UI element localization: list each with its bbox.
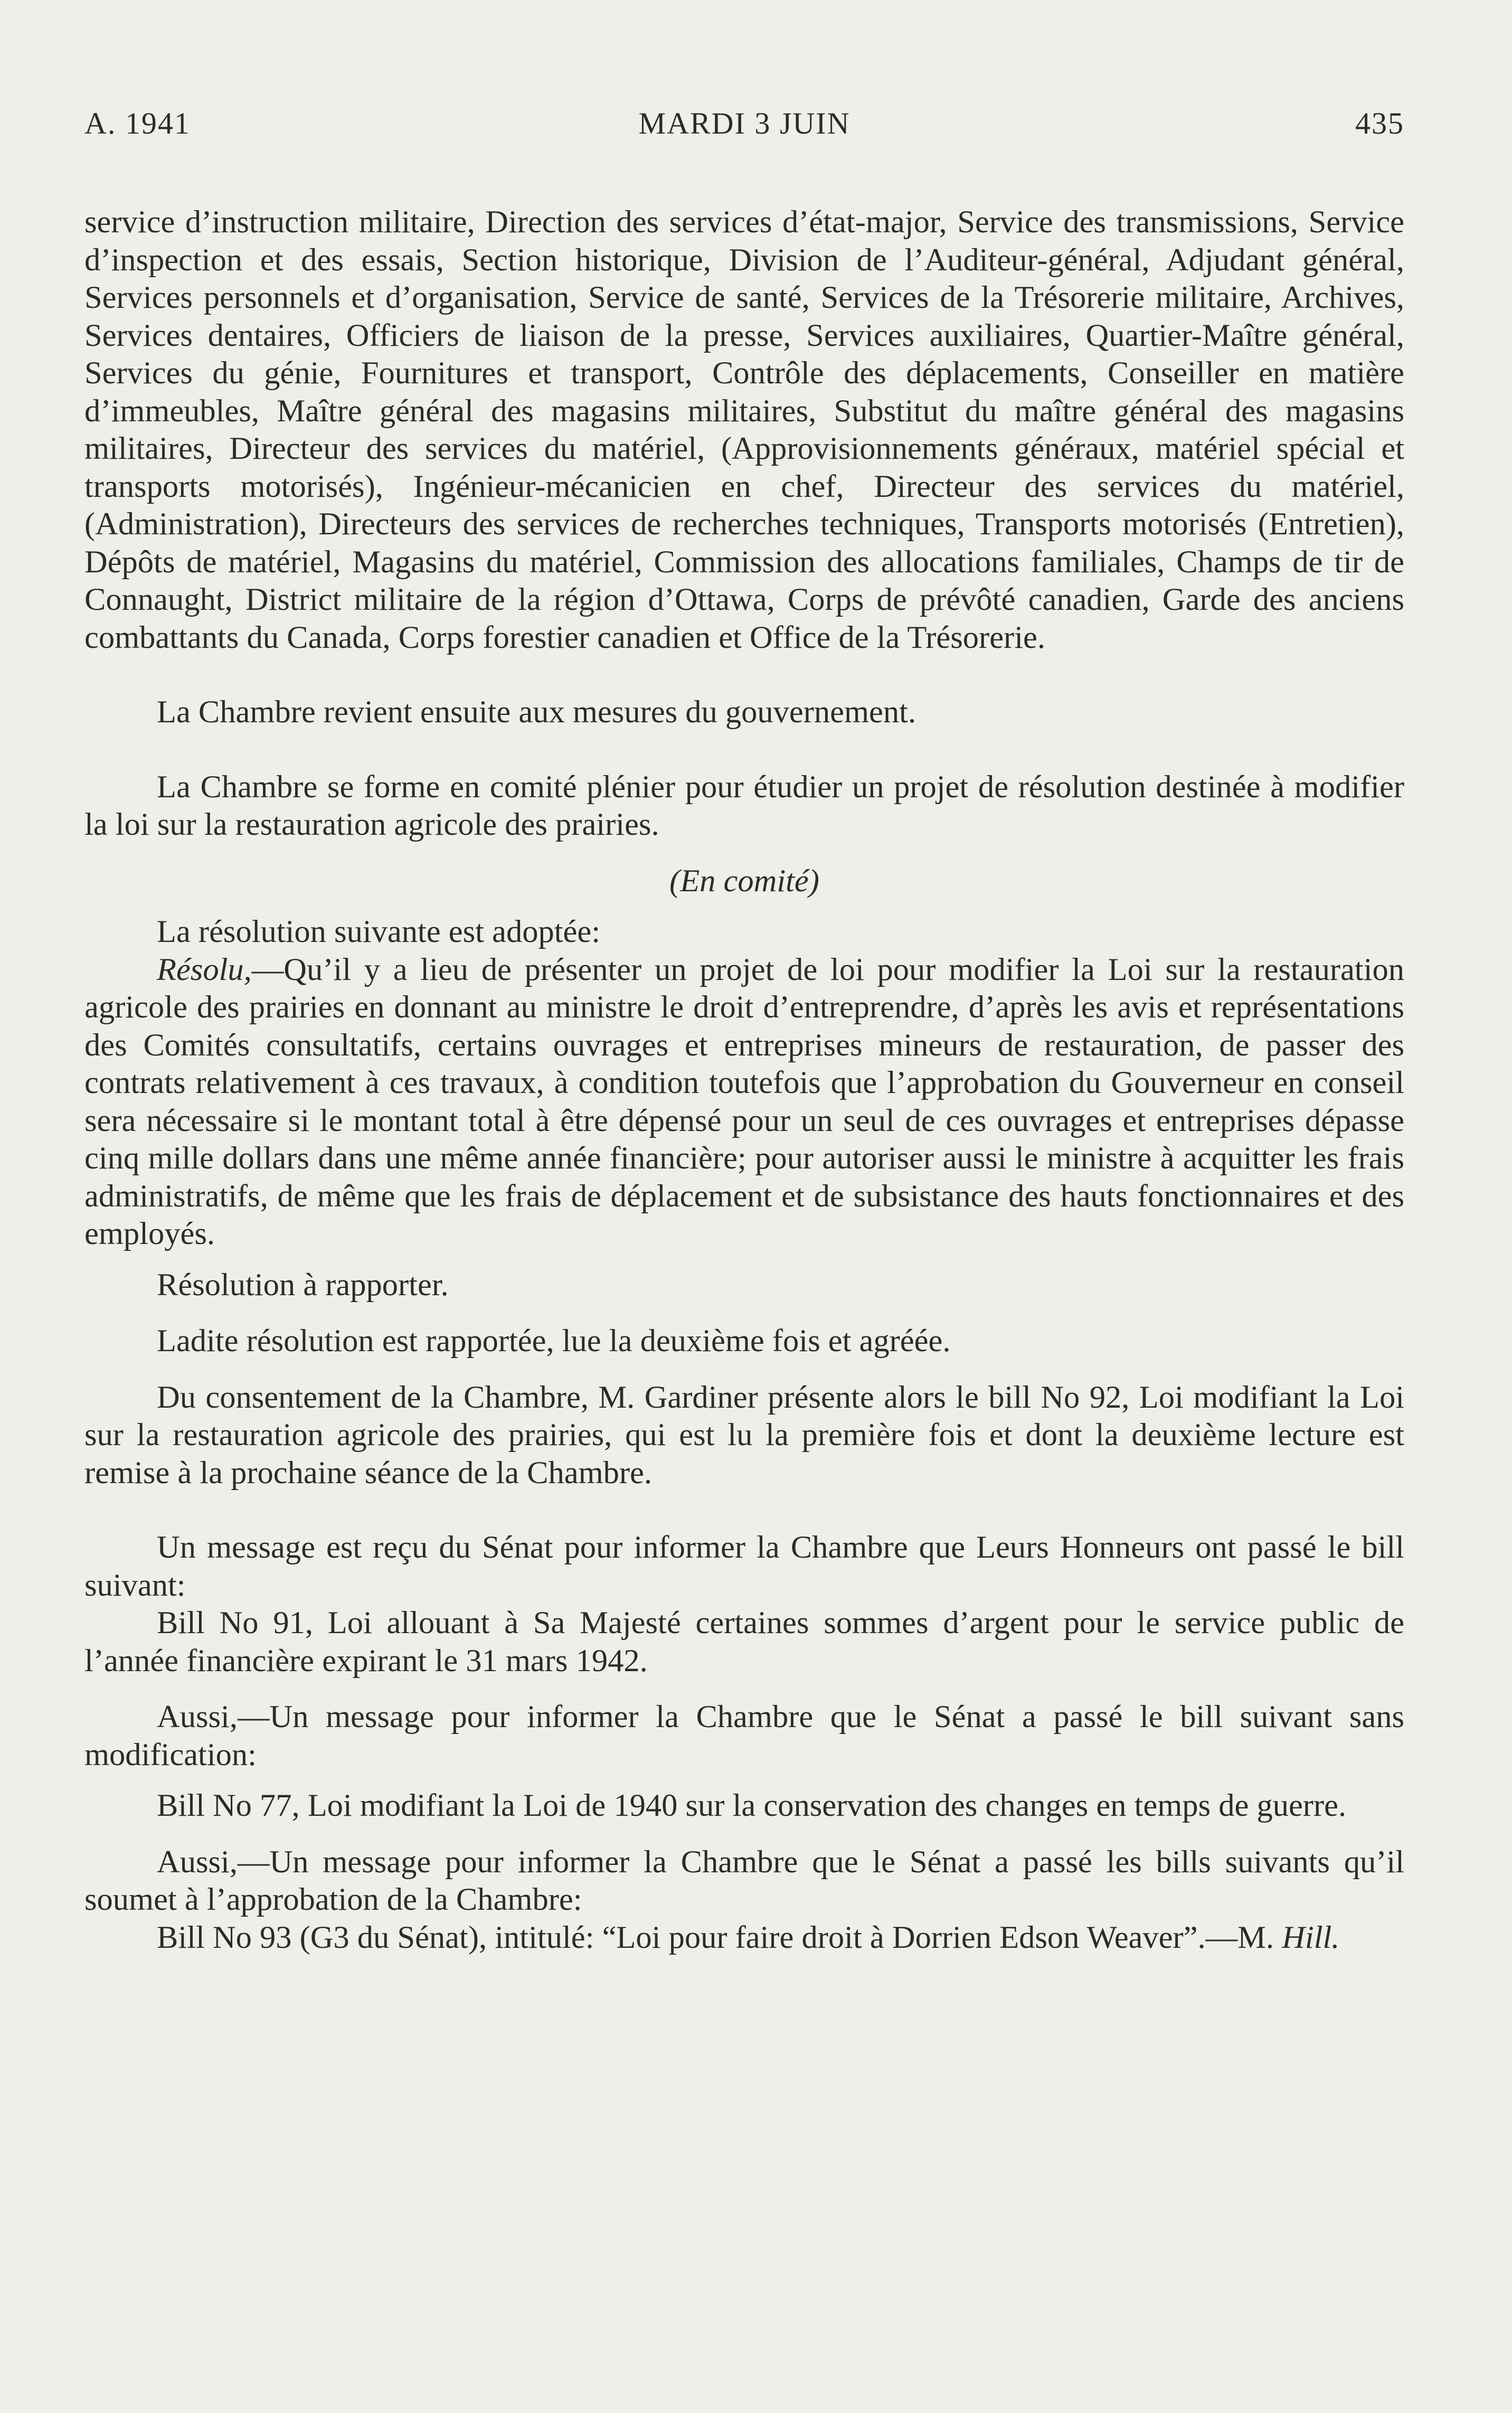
member-name: Hill.	[1282, 1919, 1340, 1955]
paragraph-bill-77: Bill No 77, Loi modifiant la Loi de 1940 sur la conservation des changes en temps de guerre.	[157, 1788, 1347, 1823]
committee-heading	[84, 862, 1404, 900]
header-year: A. 1941	[84, 106, 191, 140]
resolution-label: Résolu,	[157, 951, 252, 987]
header-date: MARDI 3 JUIN	[638, 106, 850, 140]
paragraph-government-measures: La Chambre revient ensuite aux mesures du gouvernement.	[157, 694, 916, 730]
bill-93-text: Bill No 93 (G3 du Sénat), intitulé: “Loi pour faire droit à Dorrien Edson Weaver”.—M.	[157, 1919, 1282, 1955]
running-header	[84, 106, 1404, 153]
paragraph-bill-93	[84, 1919, 1404, 1957]
paragraph-bill-91: Bill No 91, Loi allouant à Sa Majesté certaines sommes d’argent pour le service public de l’année financière expirant le 31 mars 1942.	[84, 1605, 1404, 1679]
document-page	[84, 106, 1404, 1956]
committee-heading-text: (En comité)	[669, 863, 819, 899]
paragraph-resolution-text	[84, 951, 1404, 1253]
page-number: 435	[1355, 106, 1404, 140]
paragraph-services-list: service d’instruction militaire, Direction des services d’état-major, Service des transmissions, Service d’inspection et des essais, Section historique, Division de l’Auditeur-général, Adjudant général, Services personnels et d’organisation, Service de santé, Services de la Trésorerie militaire, Archives, Services dentaires, Officiers de liaison de la presse, Services auxiliaires, Quartier-Maître général, Services du génie, Fournitures et transport, Contrôle des déplacements, Conseiller en matière d’immeubles, Maître général des magasins militaires, Substitut du maître général des magasins militaires, Directeur des services du matériel, (Approvisionnements généraux, matériel spécial et transports motorisés), Ingénieur-mécanicien en chef, Directeur des services du matériel, (Administration), Directeurs des services de recherches techniques, Transports motorisés (Entretien), Dépôts de matériel, Magasins du matériel, Commission des allocations familiales, Champs de tir de Connaught, District militaire de la région d’Ottawa, Corps de prévôté canadien, Garde des anciens combattants du Canada, Corps forestier canadien et Office de la Trésorerie.	[84, 204, 1404, 655]
paragraph-senate-message: Un message est reçu du Sénat pour informer la Chambre que Leurs Honneurs ont passé le bill suivant:	[84, 1530, 1404, 1603]
paragraph-resolution-agreed: Ladite résolution est rapportée, lue la deuxième fois et agréée.	[157, 1323, 951, 1359]
document-body	[84, 203, 1404, 1956]
paragraph-resolution-report: Résolution à rapporter.	[157, 1267, 449, 1303]
paragraph-bill-92: Du consentement de la Chambre, M. Gardiner présente alors le bill No 92, Loi modifiant la Loi sur la restauration agricole des prairies, qui est lu la première fois et dont la deuxième lecture est remise à la prochaine séance de la Chambre.	[84, 1379, 1404, 1491]
resolution-body: —Qu’il y a lieu de présenter un projet de loi pour modifier la Loi sur la restauration agricole des prairies en donnant au ministre le droit d’entreprendre, d’après les avis et représentations des Comités consultatifs, certains ouvrages et entreprises mineurs de restauration, de passer des contrats relativement à ces travaux, à condition toutefois que l’approbation du Gouverneur en conseil sera nécessaire si le montant total à être dépensé pour un seul de ces ouvrages et entreprises dépasse cinq mille dollars dans une même année financière; pour autoriser aussi le ministre à acquitter les frais administratifs, de même que les frais de déplacement et de subsistance des hauts fonctionnaires et des employés.	[84, 951, 1404, 1251]
paragraph-message-unamended: Aussi,—Un message pour informer la Chambre que le Sénat a passé le bill suivant sans modification:	[84, 1699, 1404, 1773]
paragraph-resolution-adopted: La résolution suivante est adoptée:	[157, 914, 601, 949]
paragraph-message-bills: Aussi,—Un message pour informer la Chambre que le Sénat a passé les bills suivants qu’il soumet à l’approbation de la Chambre:	[84, 1844, 1404, 1917]
paragraph-committee-formation: La Chambre se forme en comité plénier pour étudier un projet de résolution destinée à modifier la loi sur la restauration agricole des prairies.	[84, 769, 1404, 842]
